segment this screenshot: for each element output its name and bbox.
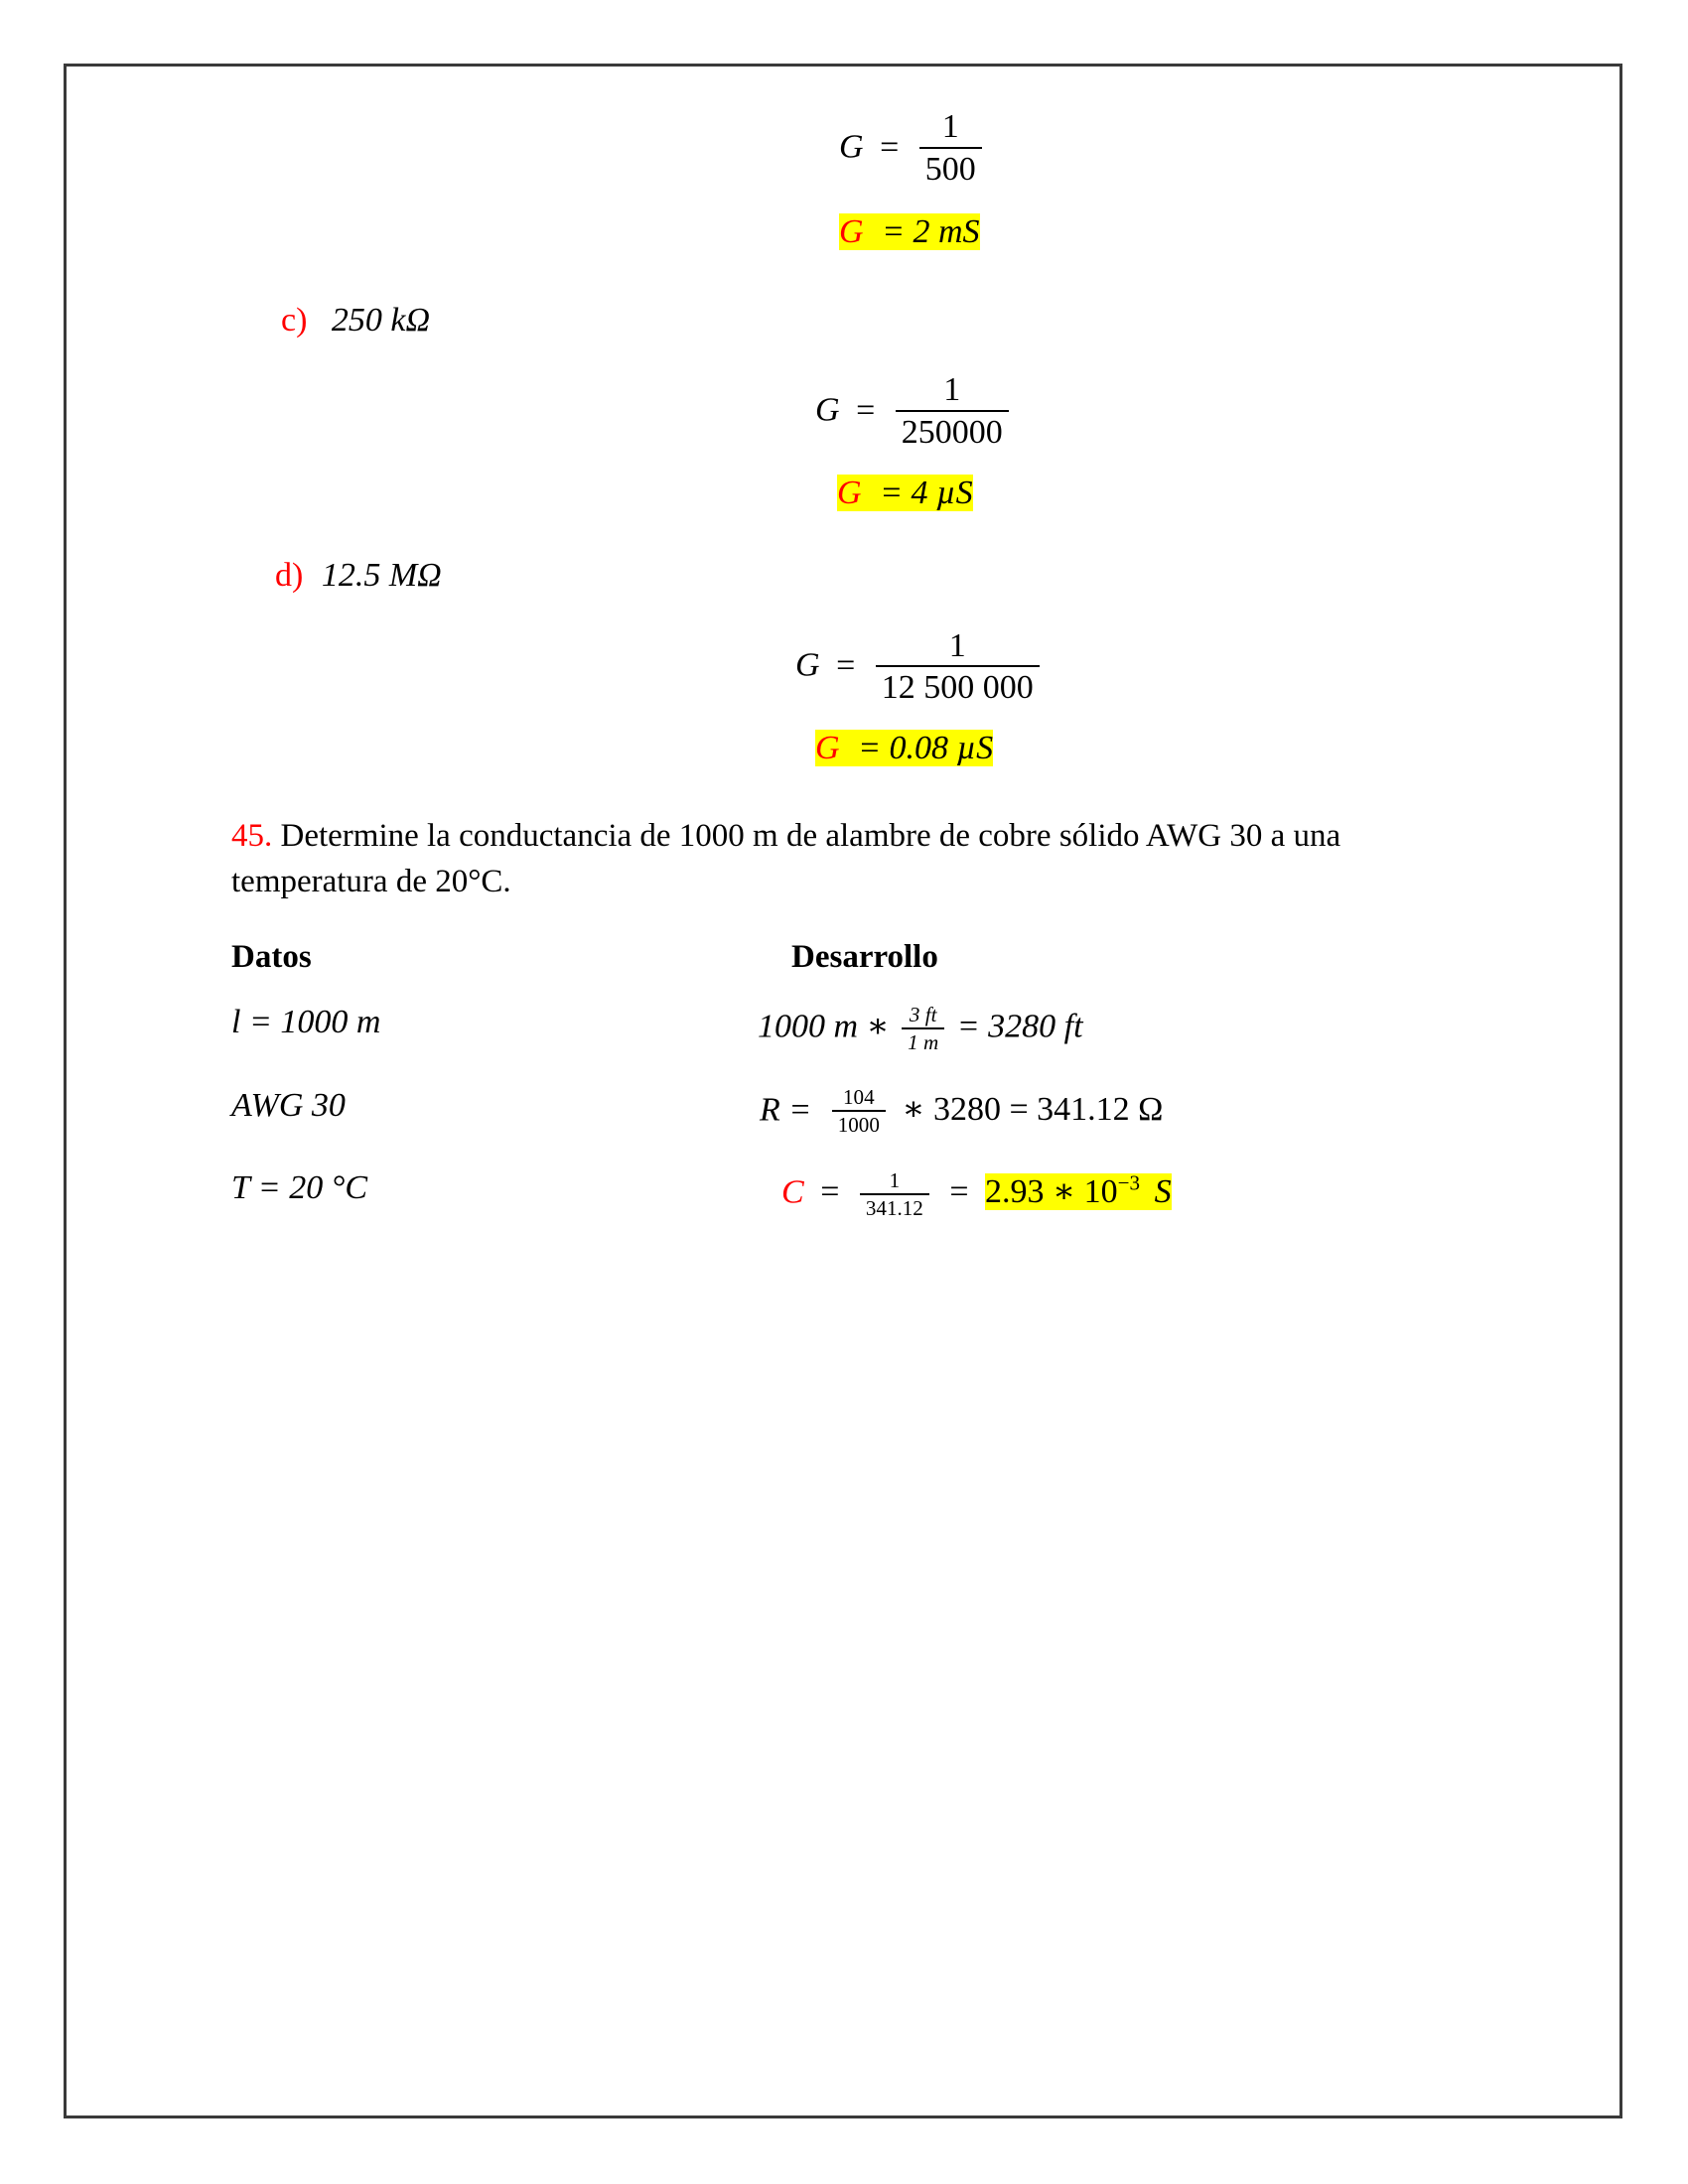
desarrollo-row-1-denominator: 1 m [908, 1030, 939, 1054]
desarrollo-row-3-equals-2: = [949, 1173, 969, 1211]
equation-b-fraction-stack [919, 108, 982, 188]
equation-d-result [815, 730, 1542, 766]
item-c [281, 302, 1542, 340]
desarrollo-row-2-suffix: ∗ 3280 = 341.12 Ω [902, 1091, 1164, 1129]
equation-d-result-value: = 0.08 µS [858, 730, 994, 767]
problem-45-number: 45. [231, 817, 273, 854]
equation-c-fraction [815, 373, 1542, 453]
document-content [231, 110, 1542, 1220]
desarrollo-row-3-numerator: 1 [860, 1169, 929, 1195]
desarrollo-row-3-result-highlight [985, 1173, 1172, 1210]
equation-d-numerator: 1 [876, 627, 1040, 667]
work-row-2 [231, 1087, 1542, 1138]
equation-b-denominator: 500 [924, 150, 976, 188]
heading-desarrollo: Desarrollo [791, 939, 938, 976]
datos-row-2: AWG 30 [231, 1086, 346, 1124]
desarrollo-row-2-denominator: 1000 [837, 1113, 880, 1138]
desarrollo-row-3-result-unit: S [1154, 1173, 1172, 1211]
equation-d-lhs: G [795, 647, 820, 685]
desarrollo-row-1 [758, 1004, 1083, 1054]
equation-b-fraction [839, 110, 1542, 190]
work-row-3 [231, 1169, 1542, 1220]
equation-d-result-variable: G [815, 730, 840, 767]
equation-b-result-value: = 2 mS [882, 212, 980, 250]
work-row-1 [231, 1004, 1542, 1054]
item-d [275, 557, 1542, 595]
problem-45-statement [231, 813, 1383, 906]
equation-b-result [839, 213, 1542, 250]
equation-d-fraction-stack [876, 627, 1040, 707]
desarrollo-row-3 [781, 1169, 1172, 1220]
desarrollo-row-3-result-exponent: −3 [1117, 1171, 1141, 1196]
desarrollo-row-3-fraction [860, 1169, 929, 1220]
desarrollo-row-3-equals-1: = [820, 1173, 840, 1211]
equation-c-result [837, 475, 1542, 511]
equation-b-lhs: G [839, 128, 864, 166]
datos-row-3: T = 20 °C [231, 1168, 368, 1206]
equation-c-equals: = [856, 391, 876, 429]
problem-45-text: Determine la conductancia de 1000 m de alambre de cobre sólido AWG 30 a una temperatura de 20°C. [231, 817, 1341, 900]
item-d-label: d) [275, 557, 304, 595]
equation-d-denominator: 12 500 000 [881, 669, 1034, 707]
item-c-value: 250 kΩ [331, 302, 431, 340]
equation-b-numerator: 1 [919, 108, 982, 148]
equation-c-fraction-stack [896, 371, 1009, 451]
desarrollo-row-3-denominator: 341.12 [865, 1195, 923, 1220]
equation-c-lhs: G [815, 391, 840, 429]
desarrollo-row-2 [760, 1087, 1163, 1138]
item-c-label: c) [281, 302, 308, 340]
equation-c-result-value: = 4 µS [880, 474, 973, 511]
datos-desarrollo-headings [231, 939, 1542, 976]
equation-d-fraction [795, 628, 1542, 708]
equation-c-result-variable: G [837, 474, 862, 511]
equation-b-result-variable: G [839, 212, 864, 250]
desarrollo-row-2-numerator: 104 [832, 1086, 886, 1112]
equation-d-result-highlight [815, 730, 993, 766]
page-border [64, 64, 1622, 2118]
equation-c-numerator: 1 [896, 371, 1009, 411]
heading-datos: Datos [231, 939, 312, 976]
equation-c-denominator: 250000 [901, 413, 1003, 451]
desarrollo-row-1-fraction [902, 1004, 944, 1054]
item-d-value: 12.5 MΩ [321, 557, 442, 595]
desarrollo-row-2-fraction [832, 1086, 886, 1137]
equation-b-equals: = [880, 128, 900, 166]
equation-b-result-highlight [839, 213, 980, 250]
equation-d-equals: = [836, 647, 856, 685]
datos-row-1: l = 1000 m [231, 1004, 381, 1041]
desarrollo-row-1-numerator: 3 ft [902, 1004, 944, 1029]
desarrollo-row-2-lhs: R = [760, 1091, 812, 1129]
desarrollo-row-1-prefix: 1000 m ∗ [758, 1008, 890, 1045]
equation-c-result-highlight [837, 475, 973, 511]
desarrollo-row-3-lhs: C [781, 1173, 804, 1211]
desarrollo-row-3-result-mantissa: 2.93 ∗ 10 [985, 1173, 1118, 1211]
desarrollo-row-1-suffix: = 3280 ft [956, 1008, 1083, 1045]
